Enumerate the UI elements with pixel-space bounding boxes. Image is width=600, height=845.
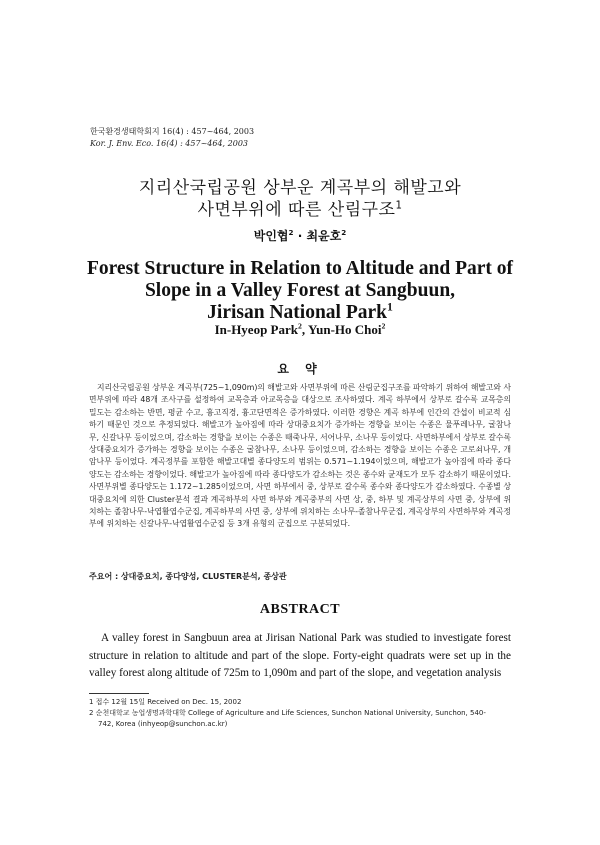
footnote-1: 1 접수 12월 15일 Received on Dec. 15, 2002: [89, 698, 242, 706]
authors-en: [0, 322, 600, 338]
journal-citation: [90, 126, 254, 150]
footnote-2-line1: 2 순천대학교 농업생명과학대학 College of Agriculture and Life Sciences, Sunchon National University, Sunchon, 540-: [89, 709, 486, 717]
abstract-en-paragraph: A valley forest in Sangbuun area at Jirisan National Park was studied to investigate forest structure in relation to altitude and part of the slope. Forty-eight quadrats were set up in the valley forest along altitude of 725m to 1,090m and part of the slope, and vegetation analysis: [89, 632, 511, 679]
title-en-line2: Slope in a Valley Forest at Sangbuun,: [144, 280, 456, 301]
title-en-line1: Forest Structure in Relation to Altitude and Part of: [86, 258, 514, 279]
footnote-divider: [89, 693, 149, 694]
summary-heading-ko: 요 약: [277, 362, 323, 376]
footnote-2-line2-text: 742, Korea (inhyeop@sunchon.ac.kr): [98, 720, 228, 728]
title-ko-footnote-marker: 1: [395, 200, 403, 212]
footnote-2-line2: [89, 719, 513, 730]
title-ko-line2-text: 사면부위에 따른 산림구조: [197, 200, 396, 220]
journal-citation-ko: 한국환경생태학회지 16(4) : 457~464, 2003: [90, 127, 255, 136]
abstract-heading: ABSTRACT: [259, 602, 341, 617]
title-ko-line2: [0, 199, 600, 221]
author-ko-1: 박인협: [253, 229, 289, 243]
title-ko-line1: 지리산국립공원 상부운 계곡부의 해발고와: [138, 178, 462, 198]
abstract-en: [89, 630, 511, 683]
author-en-2-affil: 2: [381, 321, 386, 331]
title-en-line3-text: Jirisan National Park: [207, 302, 387, 323]
summary-ko: [89, 382, 511, 531]
author-ko-2-affil: 2: [341, 228, 347, 237]
author-ko-separator: ·: [293, 229, 307, 243]
authors-ko: [0, 227, 600, 244]
author-en-separator: ,: [301, 322, 308, 337]
keywords-ko: 주요어 : 상대중요치, 종다양성, CLUSTER분석, 종상관: [89, 572, 287, 581]
title-en-footnote-marker: 1: [387, 300, 393, 314]
journal-citation-en: Kor. J. Env. Eco. 16(4) : 457~464, 2003: [90, 139, 248, 148]
author-ko-2: 최윤호: [306, 229, 342, 243]
author-ko-1-affil: 2: [288, 228, 294, 237]
author-en-1-affil: 2: [298, 321, 302, 331]
author-en-2: Yun-Ho Choi: [307, 322, 382, 337]
footnotes: [89, 697, 513, 730]
author-en-1: In-Hyeop Park: [214, 322, 298, 337]
summary-ko-paragraph: 지리산국립공원 상부운 계곡부(725~1,090m)의 해발고와 사면부위에 따른 산림군집구조를 파악하기 위하여 해발고와 사면부위에 따라 48개 조사구를 설정하여 교목층과 아교목층을 대상으로 조사하였다. 계곡 하부에서 상부로 갈수록 교목층의 밀도는 감소하는 반면, 평균 수고, 흉고직경, 흉고단면적은 증가하였다. 이러한 경향은 계곡 하부에 인간의 간섭이 비교적 심하기 때문인 것으로 추정되었다. 해발고가 높아짐에 따라 상대중요치가 증가하는 경향을 보이는 수종은 물푸레나무, 굴참나무, 신갈나무 등이었으며, 감소하는 경향을 보이는 수종은 때죽나무, 서어나무, 소나무 등이었다. 사면하부에서 상부로 갈수록 상대중요치가 증가하는 경향을 보이는 수종은 굴참나무, 소나무 등이었으며, 감소하는 경향을 보이는 수종은 고로쇠나무, 개암나무 등이었다. 계곡정부를 포함한 해발고대별 종다양도의 범위는 0.571~1.194이었으며, 해발고가 높아짐에 따라 종다양도는 감소하는 경향이었다. 해발고가 높아짐에 따라 종다양도가 감소하는 것은 종수와 균재도가 모두 감소하기 때문이었다. 사면부위별 종다양도는 1.172~1.285이었으며, 사면 하부에서 중, 상부로 갈수록 종수와 종다양도가 감소하였다. 수종별 상대중요치에 의한 Cluster분석 결과 계곡하부의 사면 하부와 계곡중부의 사면 상, 중, 하부 및 계곡상부의 사면 중, 상부에 위치하는 졸참나무-낙엽활엽수군집, 계곡하부의 사면 중, 상부에 위치하는 소나무-졸참나무군집, 계곡상부의 사면하부와 계곡정부에 위치하는 신갈나무-낙엽활엽수군집 등 3개 유형의 군집으로 구분되었다.: [89, 383, 511, 529]
